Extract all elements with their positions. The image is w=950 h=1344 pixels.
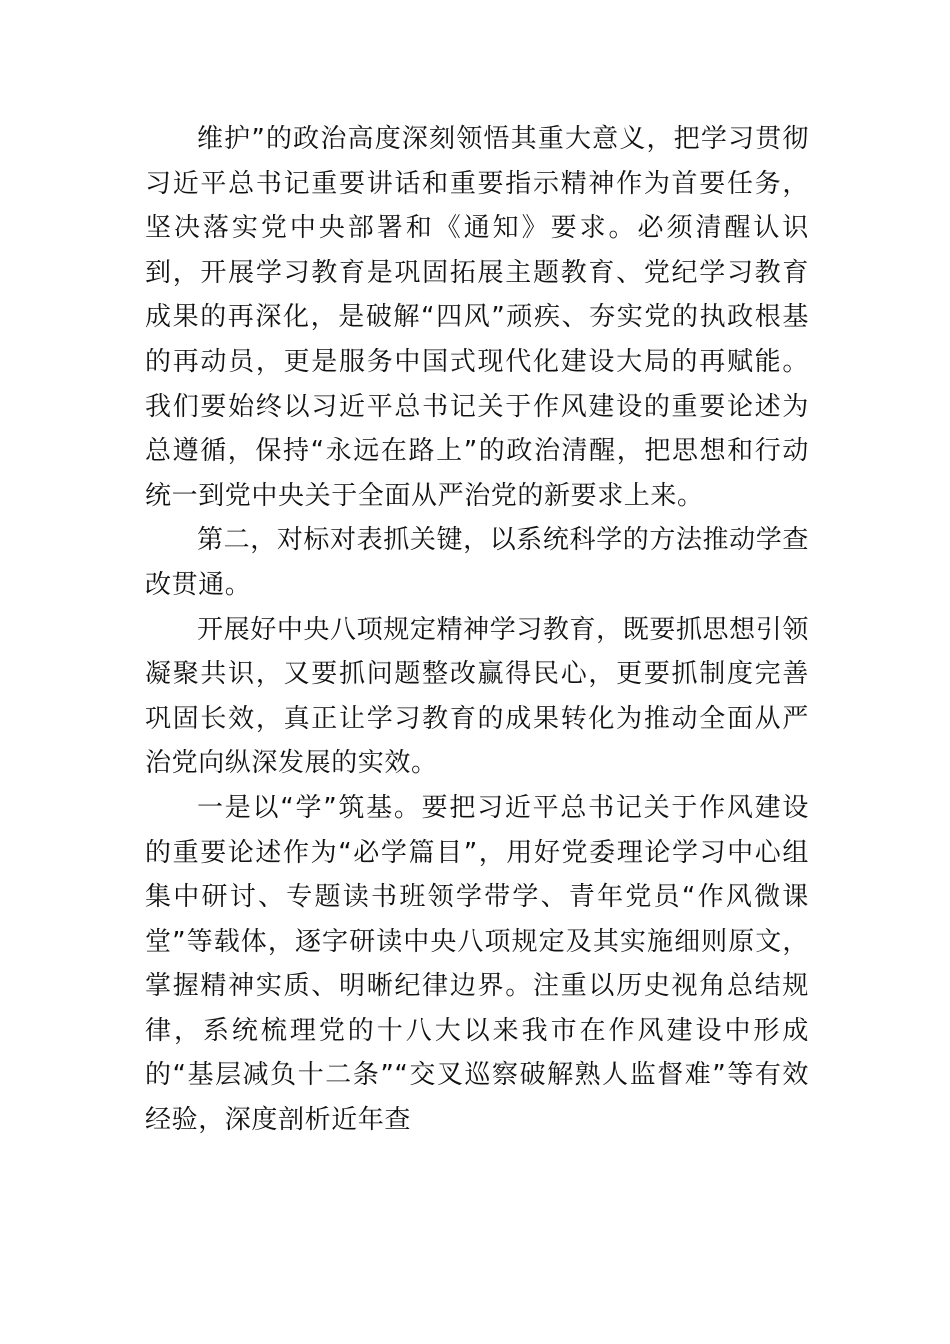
paragraph-continuation: 维护”的政治高度深刻领悟其重大意义，把学习贯彻习近平总书记重要讲话和重要指示精神作为首要任务，坚决落实党中央部署和《通知》要求。必须清醒认识到，开展学习教育是巩固拓展主题教育、党纪学习教育成果的再深化，是破解“四风”顽疾、夯实党的执政根基的再动员，更是服务中国式现代化建设大局的再赋能。我们要始终以习近平总书记关于作风建设的重要论述为总遵循，保持“永远在路上”的政治清醒，把思想和行动统一到党中央关于全面从严治党的新要求上来。: [145, 124, 809, 511]
document-body: [145, 117, 809, 1143]
paragraph-point-one: 一是以“学”筑基。要把习近平总书记关于作风建设的重要论述作为“必学篇目”，用好党委理论学习中心组集中研讨、专题读书班领学带学、青年党员“作风微课堂”等载体，逐字研读中央八项规定及其实施细则原文，掌握精神实质、明晰纪律边界。注重以历史视角总结规律，系统梳理党的十八大以来我市在作风建设中形成的“基层减负十二条”“交叉巡察破解熟人监督难”等有效经验，深度剖析近年查: [145, 792, 809, 1136]
paragraph-section-heading: 第二，对标对表抓关键，以系统科学的方法推动学查改贯通。: [145, 525, 809, 600]
paragraph-overview: 开展好中央八项规定精神学习教育，既要抓思想引领凝聚共识，又要抓问题整改赢得民心，更要抓制度完善巩固长效，真正让学习教育的成果转化为推动全面从严治党向纵深发展的实效。: [145, 614, 809, 779]
